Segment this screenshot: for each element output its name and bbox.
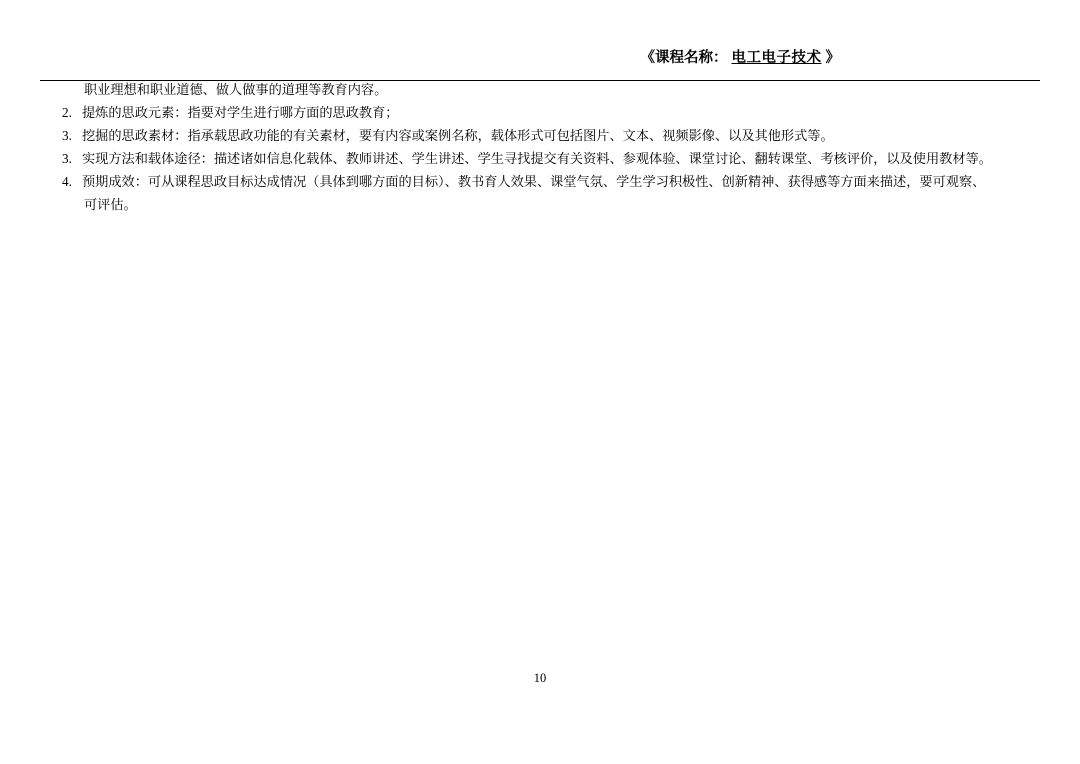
body-line-text: 职业理想和职业道德、做人做事的道理等教育内容。 xyxy=(84,82,388,97)
list-number: 3. xyxy=(62,128,72,143)
list-number: 2. xyxy=(62,105,72,120)
open-bracket: 《 xyxy=(640,50,655,66)
body-line-text: 挖掘的思政素材：指承载思政功能的有关素材，要有内容或案例名称，载体形式可包括图片、文本、视频影像、以及其他形式等。 xyxy=(82,128,834,143)
course-name-label: 课程名称： xyxy=(655,50,728,66)
close-bracket: 》 xyxy=(825,50,840,66)
body-line xyxy=(62,147,1022,170)
page-number: 10 xyxy=(533,671,547,685)
body-line xyxy=(62,78,1022,101)
page-header xyxy=(40,46,1040,76)
body-line-text: 可评估。 xyxy=(84,197,137,212)
body-content xyxy=(62,78,1022,216)
body-line xyxy=(62,124,1022,147)
body-line xyxy=(62,170,1022,193)
body-line xyxy=(62,101,1022,124)
body-line-text: 预期成效：可从课程思政目标达成情况（具体到哪方面的目标）、教书育人效果、课堂气氛、学生学习积极性、创新精神、获得感等方面来描述，要可观察、 xyxy=(82,174,986,189)
list-number: 4. xyxy=(62,174,72,189)
body-line-text: 实现方法和载体途径：描述诸如信息化载体、教师讲述、学生讲述、学生寻找提交有关资料、参观体验、课堂讨论、翻转课堂、考核评价，以及使用教材等。 xyxy=(82,151,992,166)
course-name-header xyxy=(40,46,1040,67)
body-line-text: 提炼的思政元素：指要对学生进行哪方面的思政教育； xyxy=(82,105,399,120)
list-number: 3. xyxy=(62,151,72,166)
body-line-continuation xyxy=(62,193,1022,216)
course-name-value: 电工电子技术 xyxy=(731,50,822,66)
